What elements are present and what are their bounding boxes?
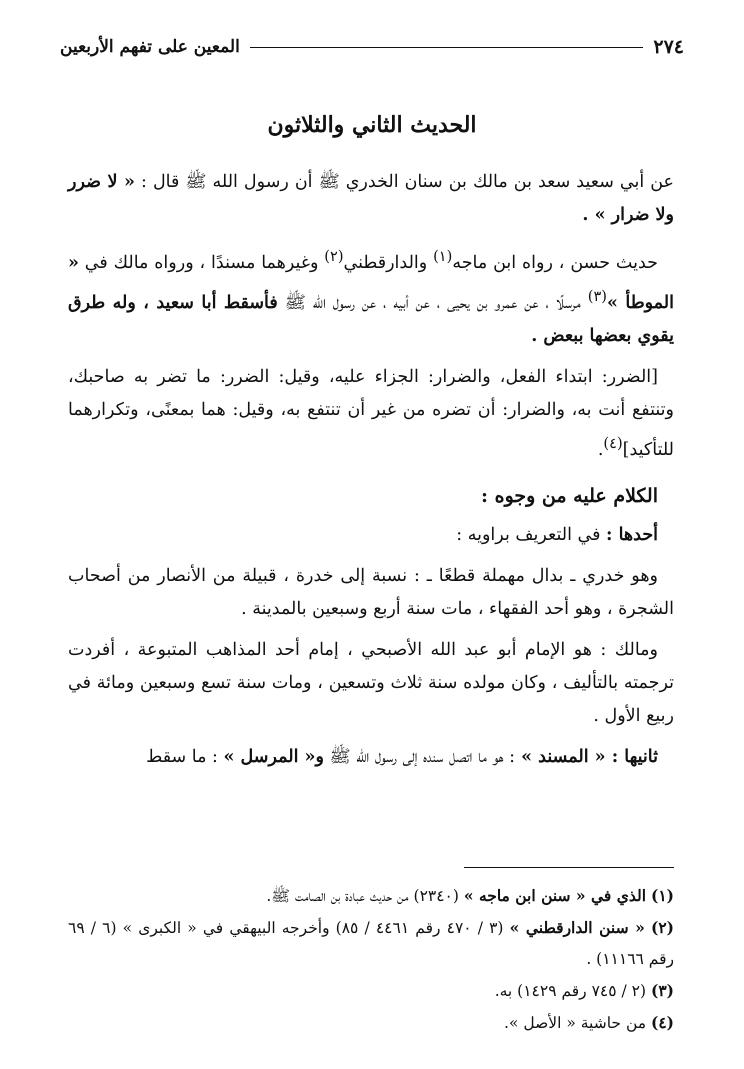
footnote-text: من حاشية « الأصل ». [504,1014,651,1032]
hadith-title: الحديث الثاني والثلاثون [267,112,477,138]
definition-paragraph [68,361,674,467]
hadith-text: « لا ضرر ولا ضرار » . [68,172,674,225]
musnad-term: « المسند » [515,747,612,768]
takhrij-part1: حديث حسن ، رواه ابن ماجه [452,252,658,273]
takhrij-part4: مرسلًا ، عن عمرو بن يحيى ، عن أبيه ، عن رسول الله ﷺ [277,292,588,313]
footnote-4 [68,1007,674,1039]
footnote-number: (٤) [650,1013,674,1032]
first-label: أحدها : [606,525,658,546]
footnote-source: « سنن الدارقطني » [509,918,645,937]
second-point [68,741,674,774]
section-heading: الكلام عليه من وجوه : [480,485,658,508]
footnote-ref-1[interactable]: (١) [433,248,453,265]
footnote-number: (٣) [650,981,674,1000]
first-point [68,519,674,552]
second-part1: : هو ما اتصل سنده إلى رسول الله ﷺ [323,747,516,768]
takhrij-part3: وغيرهما مسندًا ، ورواه مالك في [78,252,325,273]
footnote-ref-4[interactable]: (٤) [603,434,623,452]
footnote-ref-2[interactable]: (٢) [324,248,344,265]
header-rule [250,47,644,48]
footnote-number: (١) [650,886,674,905]
running-header [60,30,684,64]
footnote-source: الذي في « سنن ابن ماجه » [463,886,647,905]
definition-end: . [597,439,604,460]
second-part2: : ما سقط [146,747,224,768]
second-label: ثانيها : [611,747,658,768]
malik-paragraph: ومالك : هو الإمام أبو عبد الله الأصبحي ، إمام أحد المذاهب المتبوعة ، أفردت ترجمته بالتأليف ، وكان مولده سنة ثلاث وتسعين ، ومات سنة تسع وسبعين ومائة في ربيع الأول . [68,640,674,727]
footnote-separator [464,867,674,868]
footnote-text: (٢ / ٧٤٥ رقم ١٤٢٩) به. [494,982,651,1000]
takhrij-paragraph [68,240,674,353]
takhrij-part2: والدارقطني [343,252,434,273]
mursal-term: و« المرسل » [223,747,324,768]
main-text [68,166,674,782]
footnote-3 [68,975,674,1007]
footnote-number: (٢) [650,918,674,937]
muwatta-title: « الموطأ » [68,252,674,313]
footnote-1 [68,880,674,912]
footnote-text: (٢٣٤٠) من حديث عبادة بن الصامت ﷺ. [266,887,464,905]
footnotes [68,880,674,1039]
khudri-paragraph: وهو خدري ـ بدال مهملة قطعًا ـ : نسبة إلى خدرة ، قبيلة من الأنصار من أصحاب الشجرة ، وهو أحد الفقهاء ، مات سنة أربع وسبعين بالمدينة . [68,566,674,620]
footnote-ref-3[interactable]: (٣) [587,287,607,305]
book-title: المعين على تفهم الأربعين [60,37,240,57]
footnote-text: (٣ / ٤٧٠ رقم ٤٤٦١ / ٨٥) وأخرجه البيهقي في « الكبرى » (٦ / ٦٩ رقم ١١١٦٦) . [68,919,674,968]
page-number: ٢٧٤ [653,36,684,58]
takhrij-part5: فأسقط أبا سعيد ، وله طرق يقوي بعضها ببعض . [68,292,674,346]
hadith-intro: عن أبي سعيد سعد بن مالك بن سنان الخدري ﷺ أن رسول الله ﷺ قال : [135,172,674,192]
first-text: في التعريف براويه : [456,525,607,546]
hadith-paragraph [68,166,674,232]
definition-text: [الضرر: ابتداء الفعل، والضرار: الجزاء عليه، وقيل: الضرر: ما تضر به صاحبك، وتنتفع أنت به، والضرار: أن تضره من غير أن تنتفع به، وقيل: هما بمعنًى، وتكرارهما للتأكيد] [68,366,674,460]
footnote-2 [68,912,674,975]
